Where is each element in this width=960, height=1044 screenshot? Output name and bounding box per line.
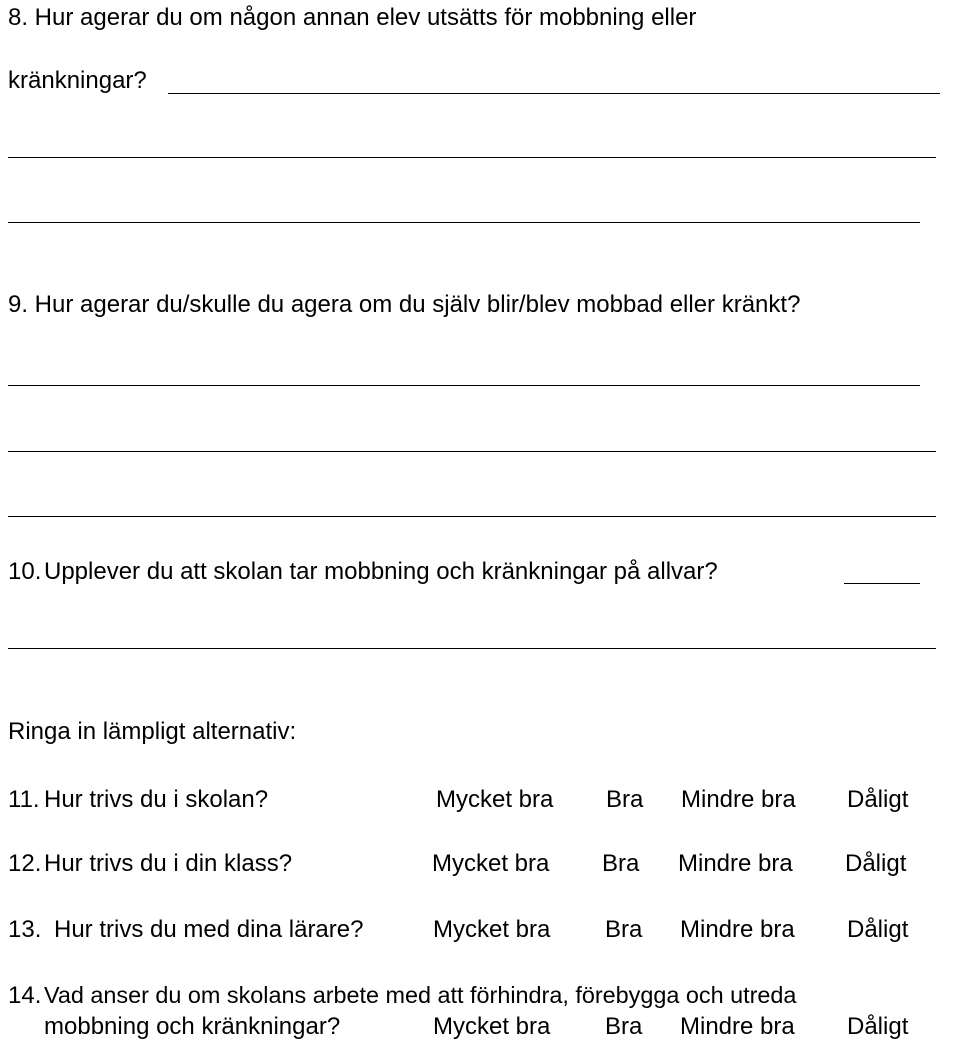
- option-mycket-bra[interactable]: Mycket bra: [436, 786, 554, 813]
- option-mindre-bra[interactable]: Mindre bra: [681, 786, 796, 813]
- option-bra[interactable]: Bra: [606, 786, 644, 813]
- option-mycket-bra[interactable]: Mycket bra: [433, 1013, 551, 1040]
- option-mindre-bra[interactable]: Mindre bra: [680, 916, 795, 943]
- question-13-text: Hur trivs du med dina lärare?: [54, 916, 364, 943]
- question-10-text: Upplever du att skolan tar mobbning och kränkningar på allvar?: [44, 558, 718, 585]
- option-daligt[interactable]: Dåligt: [847, 1013, 909, 1040]
- option-bra[interactable]: Bra: [602, 850, 640, 877]
- option-mindre-bra[interactable]: Mindre bra: [678, 850, 793, 877]
- answer-line[interactable]: [8, 157, 936, 158]
- answer-line[interactable]: [8, 451, 936, 452]
- answer-line[interactable]: [8, 222, 920, 223]
- question-14-line1: Vad anser du om skolans arbete med att förhindra, förebygga och utreda: [44, 982, 797, 1008]
- option-mycket-bra[interactable]: Mycket bra: [432, 850, 550, 877]
- question-10-number: 10.: [8, 558, 42, 585]
- answer-line[interactable]: [8, 516, 936, 517]
- answer-line[interactable]: [168, 93, 940, 94]
- option-daligt[interactable]: Dåligt: [845, 850, 907, 877]
- question-13-number: 13.: [8, 916, 42, 943]
- question-8-line2: kränkningar?: [8, 67, 147, 94]
- option-daligt[interactable]: Dåligt: [847, 786, 909, 813]
- question-9: 9. Hur agerar du/skulle du agera om du själv blir/blev mobbad eller kränkt?: [8, 291, 801, 318]
- question-14-number: 14.: [8, 982, 42, 1009]
- question-12-number: 12.: [8, 850, 42, 877]
- question-8-line1: 8. Hur agerar du om någon annan elev utsätts för mobbning eller: [8, 4, 697, 31]
- option-bra[interactable]: Bra: [605, 916, 643, 943]
- instruction-text: Ringa in lämpligt alternativ:: [8, 718, 297, 745]
- question-11-text: Hur trivs du i skolan?: [44, 786, 269, 813]
- question-14-line2: mobbning och kränkningar?: [44, 1013, 341, 1040]
- option-mindre-bra[interactable]: Mindre bra: [680, 1013, 795, 1040]
- option-mycket-bra[interactable]: Mycket bra: [433, 916, 551, 943]
- answer-line[interactable]: [8, 648, 936, 649]
- answer-line[interactable]: [8, 385, 920, 386]
- question-11-number: 11.: [8, 786, 40, 813]
- option-daligt[interactable]: Dåligt: [847, 916, 909, 943]
- option-bra[interactable]: Bra: [605, 1013, 643, 1040]
- question-12-text: Hur trivs du i din klass?: [44, 850, 293, 877]
- answer-line[interactable]: [844, 583, 920, 584]
